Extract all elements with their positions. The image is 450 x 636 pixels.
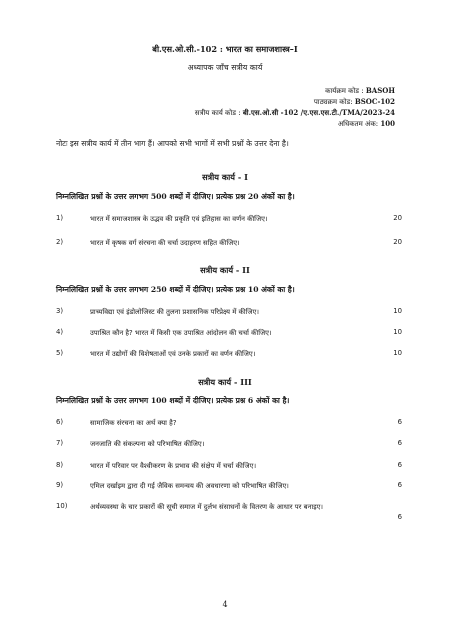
question-number: 5) <box>56 349 64 357</box>
question-marks: 20 <box>393 214 402 222</box>
question-number: 8) <box>56 461 64 469</box>
question-marks: 6 <box>397 461 402 469</box>
question-number: 1) <box>56 214 64 222</box>
assignment-code-label: सत्रीय कार्य कोड : <box>194 109 241 117</box>
question-marks: 6 <box>397 513 402 521</box>
question-text: भारत में परिवार पर वैश्वीकरण के प्रभाव की संक्षेप में चर्चा कीजिए। <box>90 462 257 470</box>
question-marks: 20 <box>393 238 402 246</box>
question-text: भारत में समाजशास्त्र के उद्भव की प्रकृति एवं इतिहास का वर्णन कीजिए। <box>90 215 268 223</box>
question-marks: 6 <box>397 481 402 489</box>
section-heading: सत्रीय कार्य - I <box>202 172 248 182</box>
assignment-code-line <box>195 108 395 118</box>
general-note: नोटः इस सत्रीय कार्य में तीन भाग हैं। आपको सभी भागों में सभी प्रश्नों के उत्तर देना है। <box>56 139 289 148</box>
question-marks: 10 <box>393 328 402 336</box>
program-code-label: कार्यक्रम कोड : <box>325 87 364 95</box>
course-code-value: BSOC-102 <box>354 97 395 106</box>
question-marks: 10 <box>393 307 402 315</box>
question-number: 4) <box>56 328 64 336</box>
course-code-line <box>314 97 395 107</box>
section-instruction: निम्नलिखित प्रश्नों के उत्तर लगभग 500 शब्दों में दीजिए। प्रत्येक प्रश्न 20 अंकों का है। <box>56 192 295 201</box>
max-marks-label: अधिकतम अंक: <box>337 120 379 128</box>
max-marks-value: 100 <box>380 119 395 128</box>
question-text: भारत में उद्योगों की विशेषताओं एवं उनके प्रकारों का वर्णन कीजिए। <box>90 350 256 358</box>
question-number: 9) <box>56 481 64 489</box>
question-text: जनजाति की संकल्पना को परिभाषित कीजिए। <box>90 440 205 448</box>
question-text: सामाजिक संरचना का अर्थ क्या है? <box>90 419 177 427</box>
page-number: 4 <box>222 600 228 609</box>
question-text: भारत में कृषक वर्ग संरचना की चर्चा उदाहरण सहित कीजिए। <box>90 239 240 247</box>
question-number: 7) <box>56 439 64 447</box>
question-number: 2) <box>56 238 64 246</box>
question-marks: 6 <box>397 418 402 426</box>
question-text: एमिल दर्खाइम द्वारा दी गई जैविक समन्वय की अवधारणा को परिभाषित कीजिए। <box>90 482 289 490</box>
question-text: अर्थव्यवस्था के चार प्रकारों की सूची समाज में दुर्लभ संसाधनों के वितरण के आधार पर बनाइए। <box>90 503 324 511</box>
max-marks-line <box>338 119 395 129</box>
section-instruction: निम्नलिखित प्रश्नों के उत्तर लगभग 250 शब्दों में दीजिए। प्रत्येक प्रश्न 10 अंकों का है। <box>56 285 295 294</box>
program-code-line <box>325 86 395 96</box>
question-text: प्राच्यविद्या एवं इंडोलोजिस्ट की तुलना प्रशासनिक परिप्रेक्ष्य में कीजिए। <box>90 308 259 316</box>
program-code-value: BASOH <box>365 86 395 95</box>
section-heading: सत्रीय कार्य - III <box>198 377 252 387</box>
section-heading: सत्रीय कार्य - II <box>200 265 250 275</box>
assignment-subtitle: अध्यापक जाँच सत्रीय कार्य <box>187 63 263 72</box>
course-title: बी.एस.ओ.सी.-102 : भारत का समाजशास्त्र–I <box>152 44 298 54</box>
question-number: 3) <box>56 307 64 315</box>
question-number: 10) <box>56 502 68 510</box>
question-number: 6) <box>56 418 64 426</box>
question-marks: 6 <box>397 439 402 447</box>
question-text: उपाश्रित कौन है? भारत में किसी एक उपाश्रित आंदोलन की चर्चा कीजिए। <box>90 329 272 337</box>
assignment-code-value: बी.एस.ओ.सी -102 /ए.एस.एस.टी./TMA/2023-24 <box>242 108 395 117</box>
question-marks: 10 <box>393 349 402 357</box>
section-instruction: निम्नलिखित प्रश्नों के उत्तर लगभग 100 शब्दों में दीजिए। प्रत्येक प्रश्न 6 अंकों का है। <box>56 396 290 405</box>
course-code-label: पाठ्यक्रम कोड: <box>313 98 353 106</box>
